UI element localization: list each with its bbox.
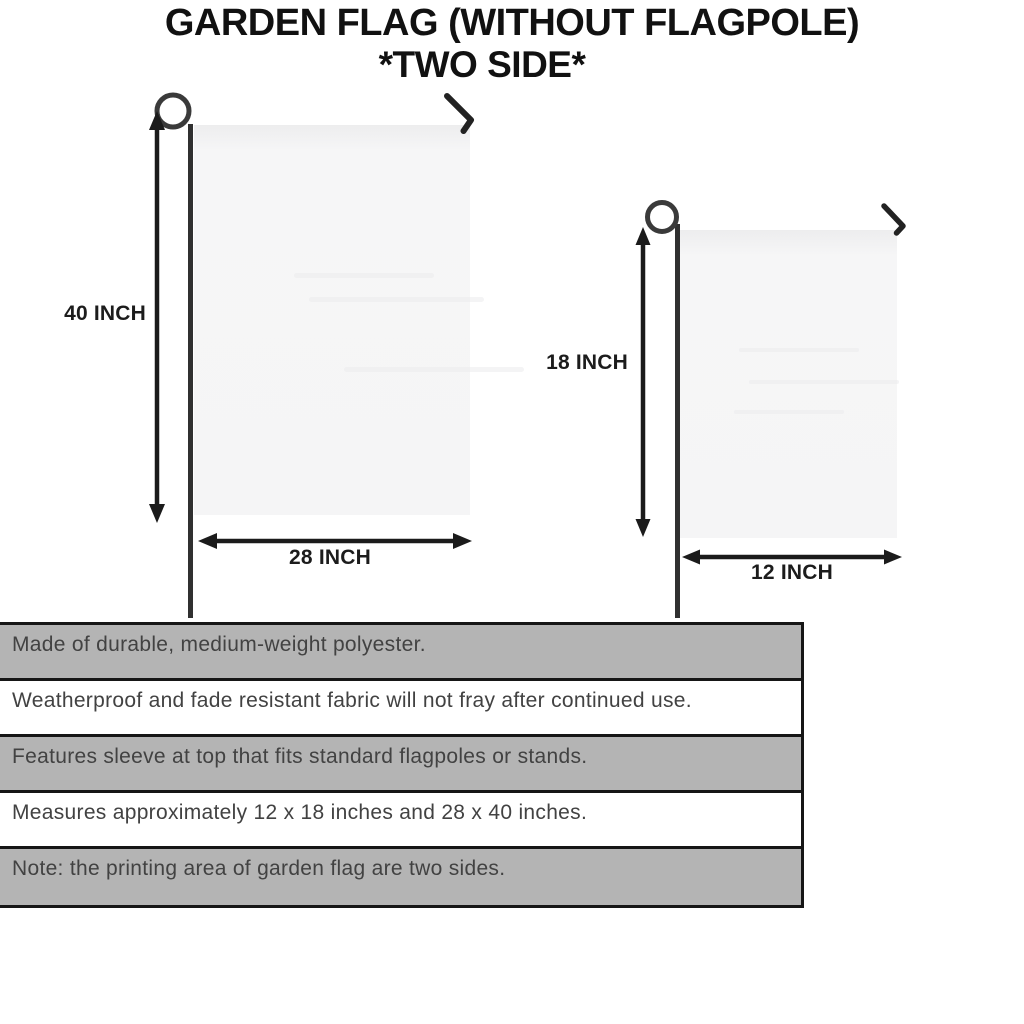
small-flag-height-label: 18 INCH (546, 351, 628, 374)
fold-highlight (734, 410, 844, 414)
large-flag-width-label: 28 INCH (289, 546, 371, 569)
spec-table (0, 622, 804, 908)
spec-row-measurements: Measures approximately 12 x 18 inches and 28 x 40 inches. (0, 793, 801, 849)
fold-highlight (739, 348, 859, 352)
large-flagpole-loop-icon (157, 95, 189, 127)
large-flag-fabric (194, 125, 470, 515)
fold-highlight (294, 273, 434, 278)
page-title: GARDEN FLAG (WITHOUT FLAGPOLE) (164, 2, 860, 44)
spec-row-weatherproof: Weatherproof and fade resistant fabric will not fray after continued use. (0, 681, 801, 737)
fold-highlight (309, 297, 484, 302)
fold-highlight (749, 380, 899, 384)
large-flag-height-label: 40 INCH (64, 302, 146, 325)
small-flagpole-loop-icon (648, 203, 677, 232)
page-subtitle: *TWO SIDE* (378, 44, 586, 85)
small-height-arrow-icon (636, 227, 651, 537)
spec-row-material: Made of durable, medium-weight polyester. (0, 625, 801, 681)
spec-row-sleeve: Features sleeve at top that fits standard flagpoles or stands. (0, 737, 801, 793)
small-flag-width-label: 12 INCH (751, 561, 833, 584)
spec-row-note: Note: the printing area of garden flag are two sides. (0, 849, 801, 905)
fold-highlight (344, 367, 524, 372)
small-flag-fabric (679, 230, 897, 538)
small-flagpole-hook-icon (884, 206, 903, 233)
large-height-arrow-icon (149, 111, 165, 523)
